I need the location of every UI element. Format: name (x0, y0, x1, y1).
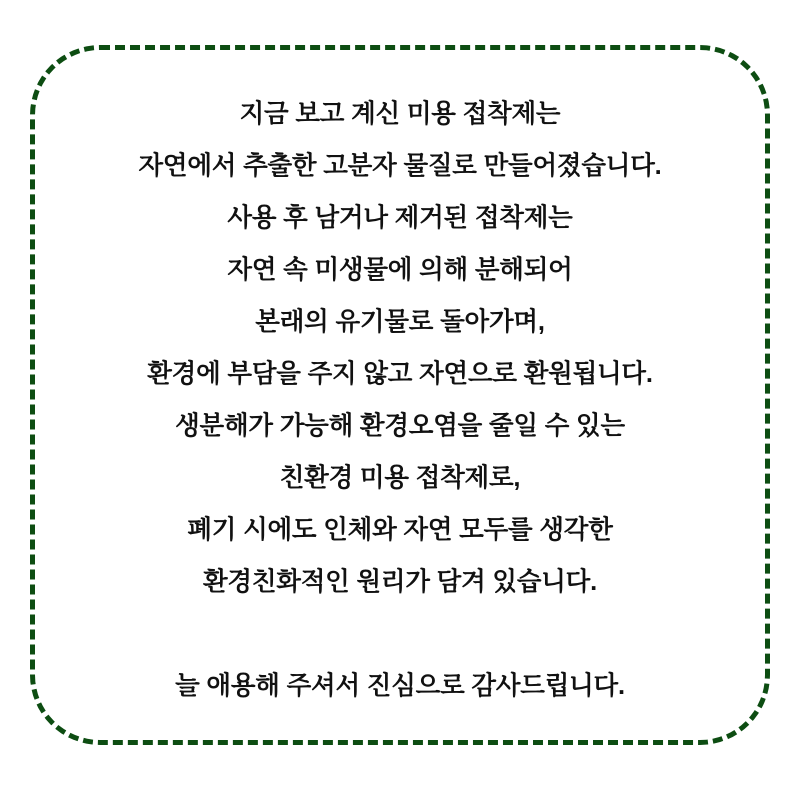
notice-line: 자연에서 추출한 고분자 물질로 만들어졌습니다. (138, 152, 662, 180)
notice-line: 폐기 시에도 인체와 자연 모두를 생각한 (187, 516, 613, 544)
notice-line: 본래의 유기물로 돌아가며, (255, 308, 545, 336)
notice-line: 생분해가 가능해 환경오염을 줄일 수 있는 (175, 412, 625, 440)
notice-text-block (50, 88, 750, 712)
notice-line-blank (50, 608, 750, 660)
notice-closing-line: 늘 애용해 주셔서 진심으로 감사드립니다. (175, 672, 625, 700)
notice-line: 지금 보고 계신 미용 접착제는 (239, 100, 561, 128)
notice-line: 사용 후 남거나 제거된 접착제는 (227, 204, 573, 232)
notice-line: 자연 속 미생물에 의해 분해되어 (227, 256, 573, 284)
notice-line: 친환경 미용 접착제로, (279, 464, 521, 492)
notice-line: 환경에 부담을 주지 않고 자연으로 환원됩니다. (147, 360, 653, 388)
notice-line: 환경친화적인 원리가 담겨 있습니다. (202, 568, 598, 596)
